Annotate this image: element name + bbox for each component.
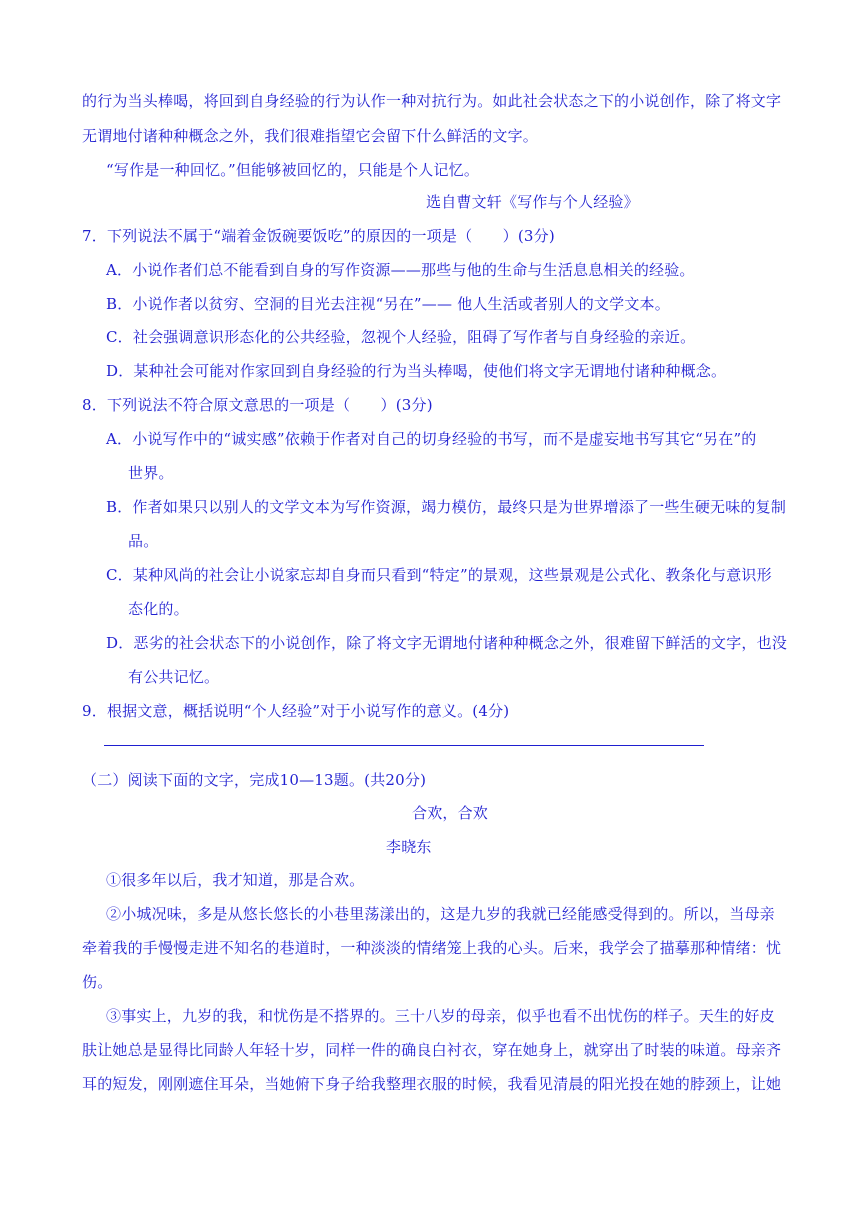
question-7-option-c: C．社会强调意识形态化的公共经验，忽视个人经验，阻碍了写作者与自身经验的亲近。 [106,328,696,346]
article-author: 李晓东 [386,838,432,856]
article-paragraph-3-cont: 耳的短发，刚刚遮住耳朵，当她俯下身子给我整理衣服的时候，我看见清晨的阳光投在她的脖颈上，让她 [82,1075,782,1093]
passage-source: 选自曹文轩《写作与个人经验》 [426,193,639,211]
question-8-option-b: B．作者如果只以别人的文学文本为写作资源，竭力模仿，最终只是为世界增添了一些生硬无味的复制 [106,498,787,516]
question-7-option-a: A．小说作者们总不能看到自身的写作资源——那些与他的生命与生活息息相关的经验。 [106,261,695,279]
article-title: 合欢，合欢 [412,804,489,822]
question-8-option-c-cont: 态化的。 [128,600,189,618]
question-8-option-c: C．某种风尚的社会让小说家忘却自身而只看到“特定”的景观，这些景观是公式化、教条化与意识形 [106,566,772,584]
question-8-option-b-cont: 品。 [128,532,159,550]
passage-line: “写作是一种回忆。”但能够被回忆的，只能是个人记忆。 [106,161,480,179]
question-8-stem: 8．下列说法不符合原文意思的一项是（ ）(3分) [82,396,433,414]
passage-line: 无谓地付诸种种概念之外，我们很难指望它会留下什么鲜活的文字。 [82,127,539,145]
question-9-stem: 9．根据文意，概括说明“个人经验”对于小说写作的意义。(4分) [82,702,510,720]
question-7-stem: 7．下列说法不属于“端着金饭碗要饭吃”的原因的一项是（ ）(3分) [82,227,555,245]
article-paragraph-1: ①很多年以后，我才知道，那是合欢。 [106,871,365,889]
question-7-option-d: D．某种社会可能对作家回到自身经验的行为当头棒喝，使他们将文字无谓地付诸种种概念。 [106,362,727,380]
section-2-intro: （二）阅读下面的文字，完成10—13题。(共20分) [82,771,427,789]
article-paragraph-3: ③事实上，九岁的我，和忧伤是不搭界的。三十八岁的母亲，似乎也看不出忧伤的样子。天生的好皮 [106,1007,775,1025]
article-paragraph-2-cont: 伤。 [82,973,113,991]
passage-line: 的行为当头棒喝，将回到自身经验的行为认作一种对抗行为。如此社会状态之下的小说创作，除了将文字 [82,92,782,110]
question-8-option-a-cont: 世界。 [128,464,174,482]
question-8-option-d: D．恶劣的社会状态下的小说创作，除了将文字无谓地付诸种种概念之外，很难留下鲜活的文字，也没 [106,634,788,652]
answer-line[interactable] [104,745,704,746]
question-7-option-b: B．小说作者以贫穷、空洞的目光去注视“另在”—— 他人生活或者别人的文学文本。 [106,295,670,313]
article-paragraph-3-cont: 肤让她总是显得比同龄人年轻十岁，同样一件的确良白衬衣，穿在她身上，就穿出了时装的味道。母亲齐 [82,1041,782,1059]
article-paragraph-2: ②小城况味，多是从悠长悠长的小巷里荡漾出的，这是九岁的我就已经能感受得到的。所以，当母亲 [106,905,775,923]
question-8-option-d-cont: 有公共记忆。 [128,668,220,686]
question-8-option-a: A．小说写作中的“诚实感”依赖于作者对自己的切身经验的书写，而不是虚妄地书写其它“另在”的 [106,430,757,448]
article-paragraph-2-cont: 牵着我的手慢慢走进不知名的巷道时，一种淡淡的情绪笼上我的心头。后来，我学会了描摹那种情绪：忧 [82,939,782,957]
